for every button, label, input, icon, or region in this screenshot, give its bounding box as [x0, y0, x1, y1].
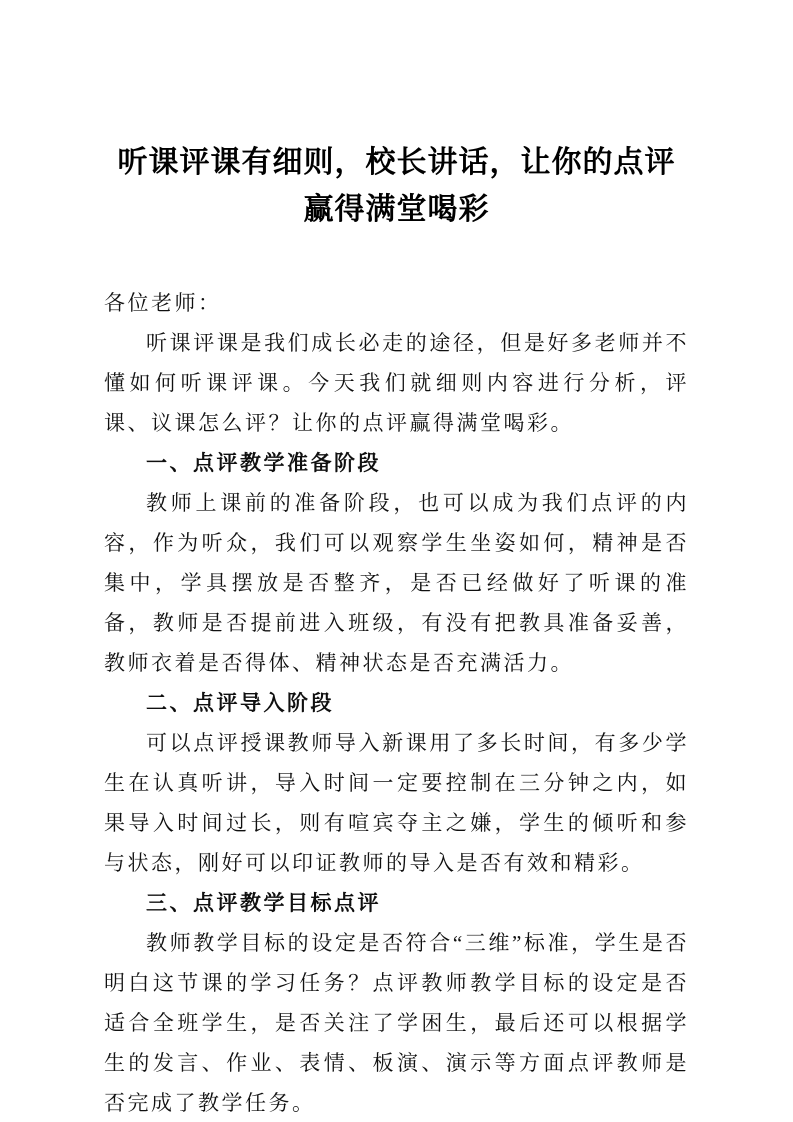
- paragraph: 可以点评授课教师导入新课用了多长时间，有多少学生在认真听讲，导入时间一定要控制在三分钟之内，如果导入时间过长，则有喧宾夺主之嫌，学生的倾听和参与状态，刚好可以印证教师的导入是否有效和精彩。: [104, 731, 689, 875]
- section-heading: 二、点评导入阶段: [146, 691, 334, 715]
- paragraph: 教师教学目标的设定是否符合“三维”标准，学生是否明白这节课的学习任务？点评教师教学目标的设定是否适合全班学生，是否关注了学困生，最后还可以根据学生的发言、作业、表情、板演、演示等方面点评教师是否完成了教学任务。: [104, 931, 689, 1115]
- document-body: [104, 283, 689, 1122]
- paragraph: 听课评课是我们成长必走的途径，但是好多老师并不懂如何听课评课。今天我们就细则内容进行分析，评课、议课怎么评？让你的点评赢得满堂喝彩。: [104, 331, 689, 435]
- section-heading: 一、点评教学准备阶段: [146, 451, 381, 475]
- section-heading: 三、点评教学目标点评: [146, 891, 381, 915]
- paragraph: 教师上课前的准备阶段，也可以成为我们点评的内容，作为听众，我们可以观察学生坐姿如何，精神是否集中，学具摆放是否整齐，是否已经做好了听课的准备，教师是否提前进入班级，有没有把教具准备妥善，教师衣着是否得体、精神状态是否充满活力。: [104, 491, 689, 675]
- paragraph: 各位老师：: [104, 291, 222, 315]
- document-title: 听课评课有细则，校长讲话，让你的点评赢得满堂喝彩: [117, 146, 676, 226]
